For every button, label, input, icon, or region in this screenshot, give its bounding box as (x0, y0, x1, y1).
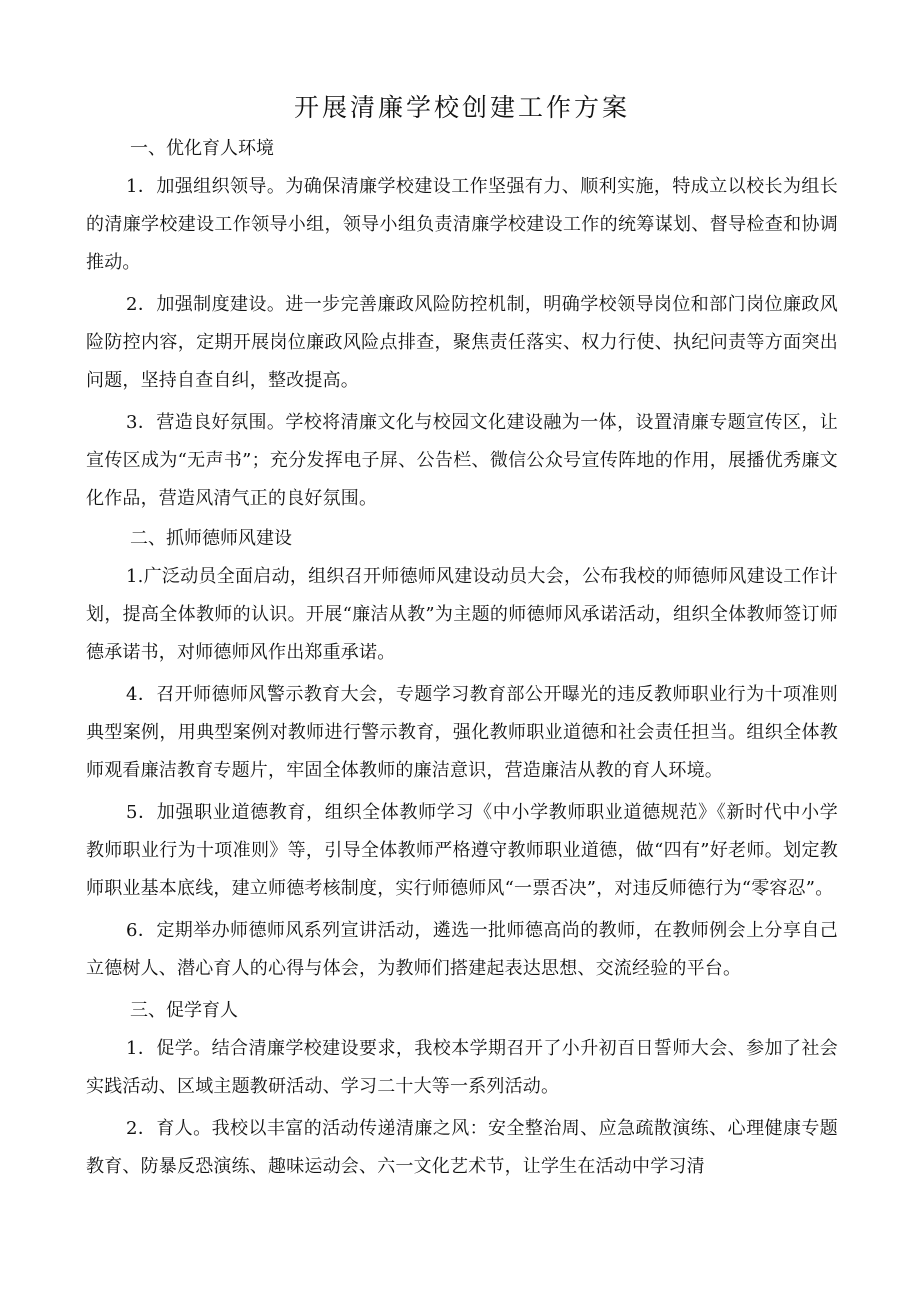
paragraph: 1．促学。结合清廉学校建设要求，我校本学期召开了小升初百日誓师大会、参加了社会实践活动、区域主题教研活动、学习二十大等一系列活动。 (86, 1038, 838, 1097)
paragraph: 4．召开师德师风警示教育大会，专题学习教育部公开曝光的违反教师职业行为十项准则典型案例，用典型案例对教师进行警示教育，强化教师职业道德和社会责任担当。组织全体教师观看廉洁教育专题片，牢固全体教师的廉洁意识，营造廉洁从教的育人环境。 (86, 684, 838, 781)
paragraph: 2．加强制度建设。进一步完善廉政风险防控机制，明确学校领导岗位和部门岗位廉政风险防控内容，定期开展岗位廉政风险点排查，聚焦责任落实、权力行使、执纪问责等方面突出问题，坚持自查自纠，整改提高。 (86, 294, 838, 391)
paragraph: 5．加强职业道德教育，组织全体教师学习《中小学教师职业道德规范》《新时代中小学教师职业行为十项准则》等，引导全体教师严格遵守教师职业道德，做“四有”好老师。划定教师职业基本底线，建立师德考核制度，实行师德师风“一票否决”，对违反师德行为“零容忍”。 (86, 802, 838, 899)
document-title: 开展清廉学校创建工作方案 (293, 93, 630, 122)
section-heading-2: 二、抓师德师风建设 (130, 528, 292, 549)
section-heading-1: 一、优化育人环境 (130, 138, 274, 159)
paragraph: 2．育人。我校以丰富的活动传递清廉之风：安全整治周、应急疏散演练、心理健康专题教育、防暴反恐演练、趣味运动会、六一文化艺术节，让学生在活动中学习清 (86, 1118, 838, 1177)
document-page (86, 88, 838, 1190)
section-heading-3: 三、促学育人 (130, 1000, 238, 1021)
paragraph: 3．营造良好氛围。学校将清廉文化与校园文化建设融为一体，设置清廉专题宣传区，让宣传区成为“无声书”；充分发挥电子屏、公告栏、微信公众号宣传阵地的作用，展播优秀廉文化作品，营造风清气正的良好氛围。 (86, 412, 838, 509)
paragraph: 6．定期举办师德师风系列宣讲活动，遴选一批师德高尚的教师，在教师例会上分享自己立德树人、潜心育人的心得与体会，为教师们搭建起表达思想、交流经验的平台。 (86, 920, 838, 979)
paragraph: 1.广泛动员全面启动，组织召开师德师风建设动员大会，公布我校的师德师风建设工作计划，提高全体教师的认识。开展“廉洁从教”为主题的师德师风承诺活动，组织全体教师签订师德承诺书，对师德师风作出郑重承诺。 (86, 566, 838, 663)
paragraph: 1．加强组织领导。为确保清廉学校建设工作坚强有力、顺利实施，特成立以校长为组长的清廉学校建设工作领导小组，领导小组负责清廉学校建设工作的统筹谋划、督导检查和协调推动。 (86, 176, 838, 273)
